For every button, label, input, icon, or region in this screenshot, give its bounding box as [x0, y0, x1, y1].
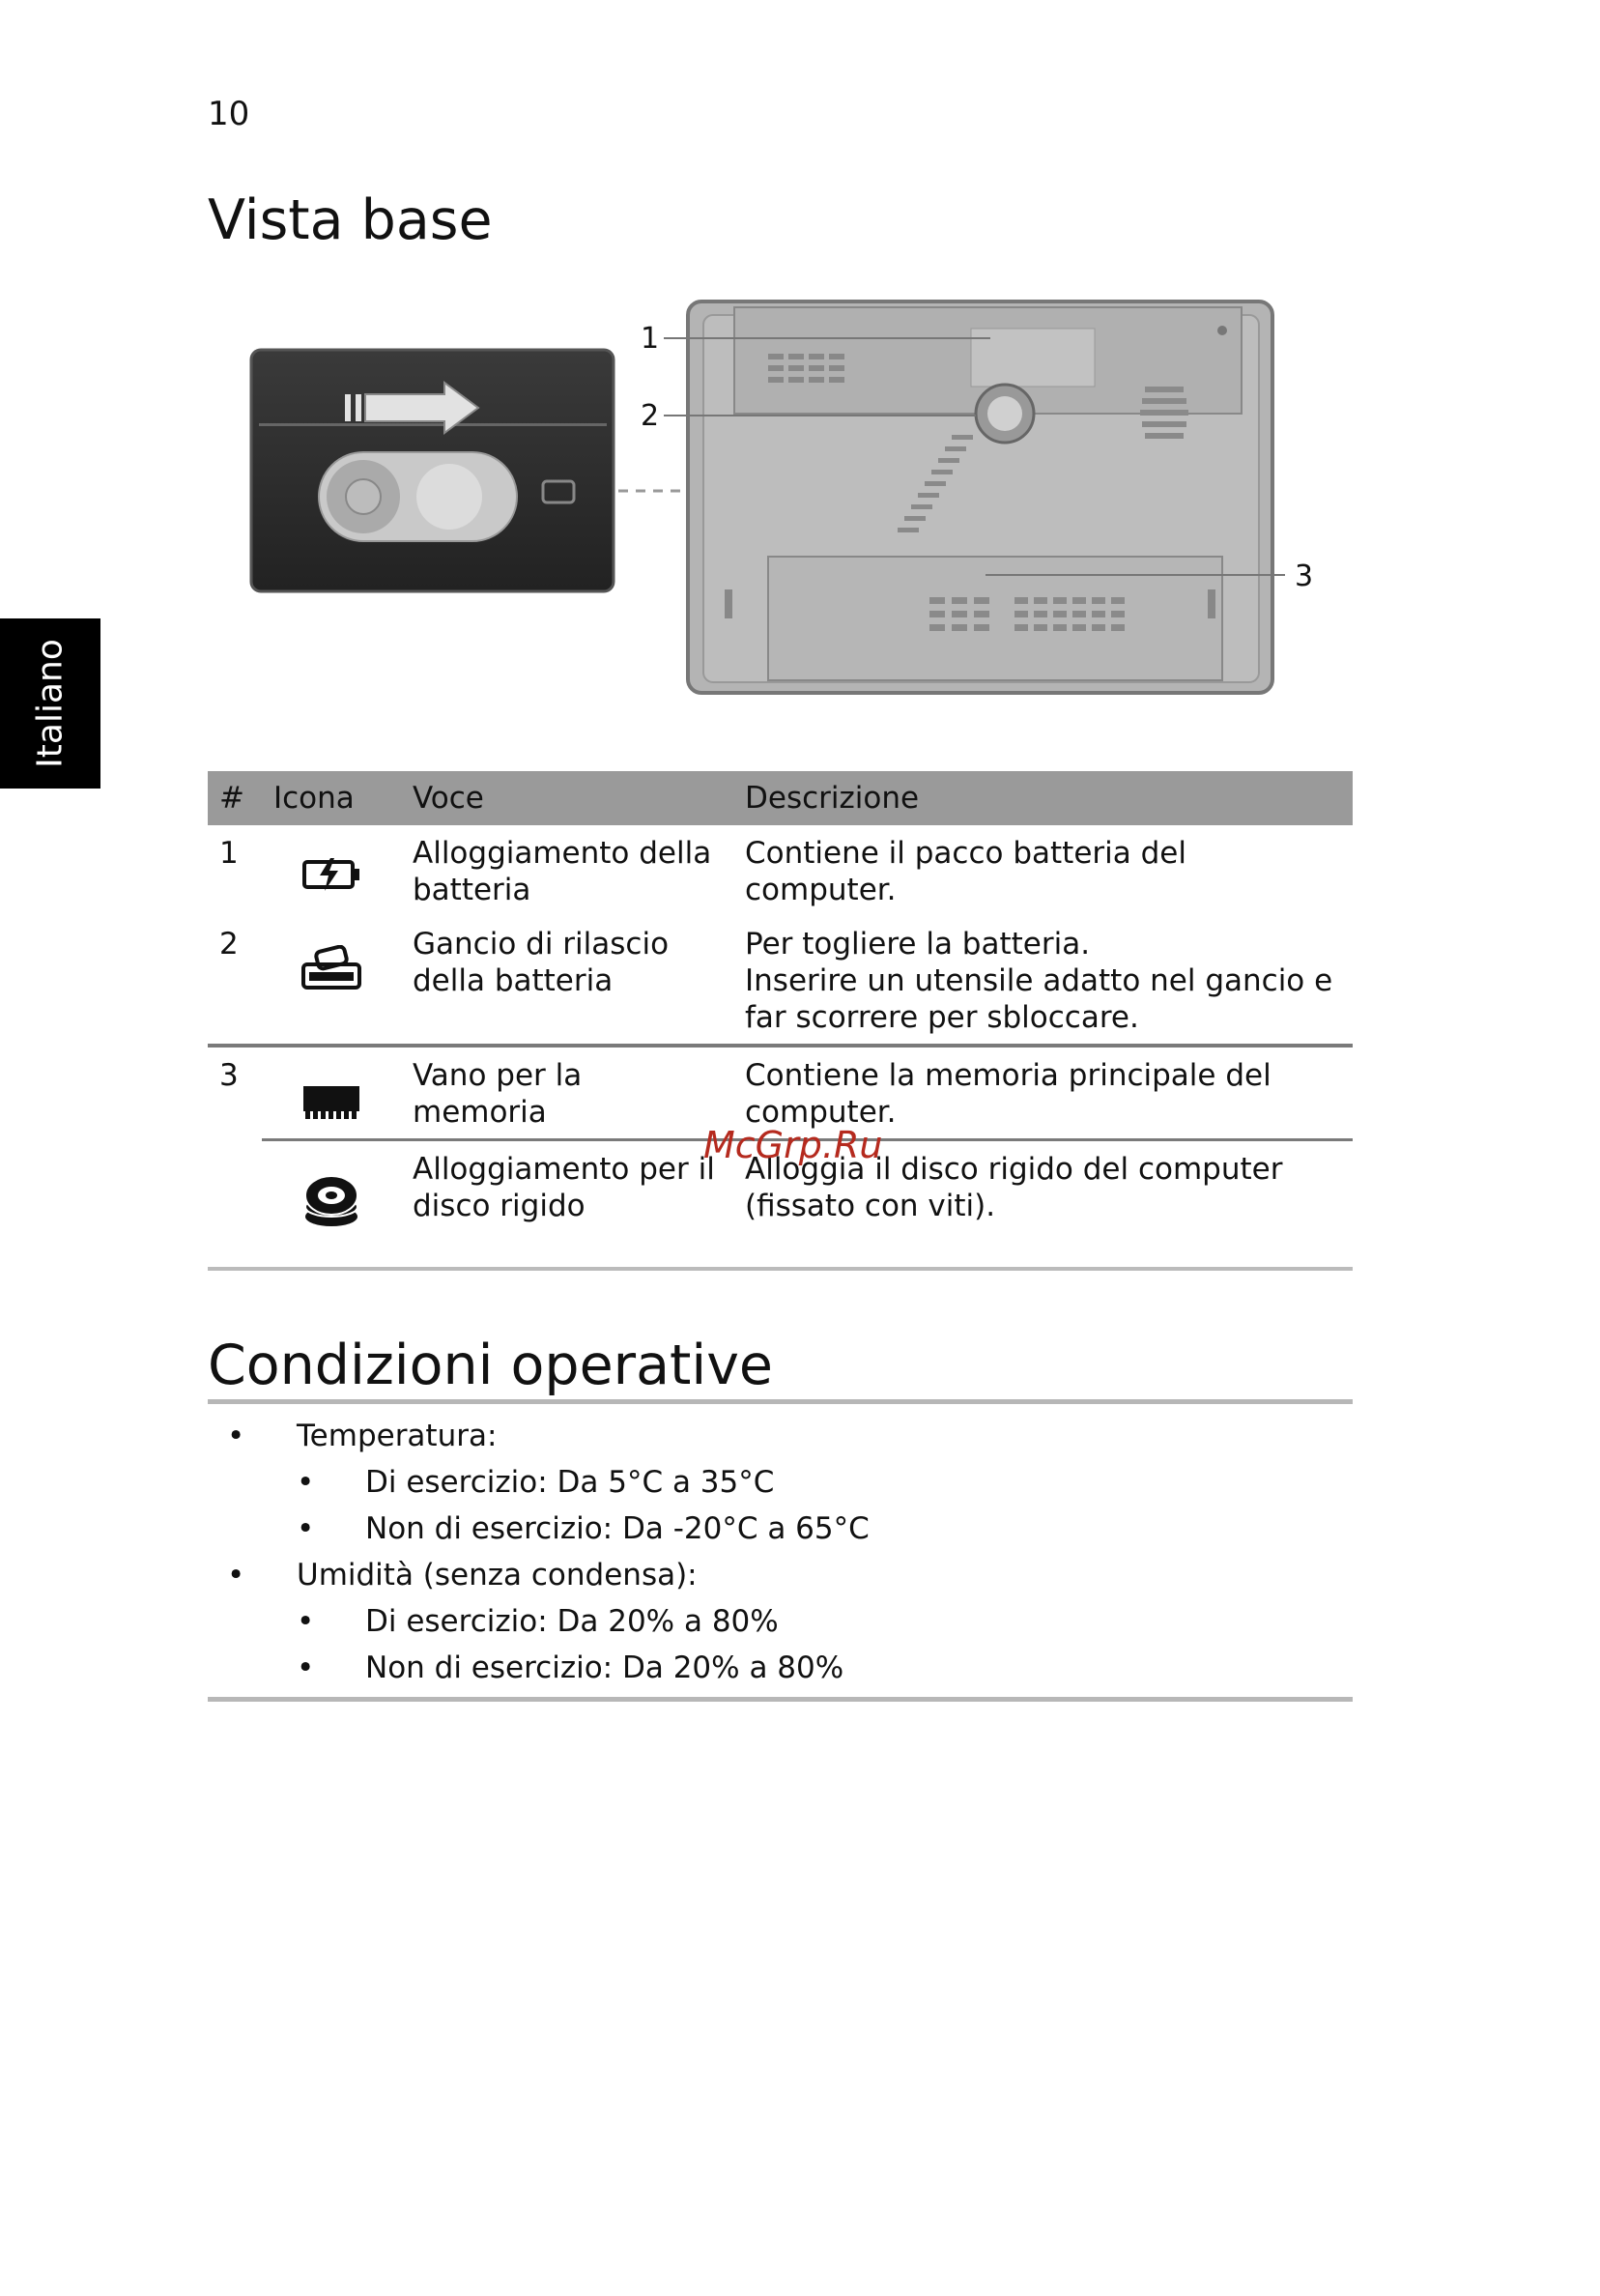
section-top-rule [208, 1399, 1353, 1404]
section-title-vista-base: Vista base [208, 188, 493, 252]
table-bottom-rule [208, 1267, 1353, 1271]
bullet: • [297, 1650, 315, 1685]
hard-disk-icon [301, 1170, 361, 1230]
header-num: # [208, 771, 262, 825]
row-voce: Vano per la memoria [401, 1046, 733, 1140]
bullet: • [297, 1465, 315, 1500]
row-desc: Contiene la memoria principale del computer. [745, 1058, 1271, 1130]
callout-2: 2 [641, 399, 660, 433]
row-desc: Per togliere la batteria. [745, 927, 1091, 961]
row-number: 3 [208, 1046, 262, 1140]
header-descrizione: Descrizione [733, 771, 1353, 825]
watermark: McGrp.Ru [703, 1124, 883, 1166]
callout-1: 1 [641, 322, 660, 356]
row-desc: Contiene il pacco batteria del computer. [745, 836, 1186, 907]
language-tab [0, 618, 100, 789]
bullet: • [227, 1419, 245, 1453]
table-row [208, 825, 1353, 916]
bullet: • [227, 1558, 245, 1593]
row-voce: Gancio di rilascio della batteria [413, 927, 670, 998]
battery-icon [301, 854, 361, 893]
callout-3: 3 [1295, 560, 1314, 593]
row-number [208, 1140, 262, 1248]
components-table [208, 771, 1353, 1247]
bullet: • [297, 1604, 315, 1639]
row-voce: Alloggiamento per il disco rigido [401, 1140, 733, 1248]
page-number: 10 [208, 95, 250, 133]
row-voce: Alloggiamento della batteria [413, 836, 712, 907]
row-desc: Inserire un utensile adatto nel gancio e far scorrere per sbloccare. [745, 963, 1333, 1035]
bullet: • [297, 1511, 315, 1546]
table-row [208, 916, 1353, 1046]
laptop-bottom-view-image [242, 290, 1333, 705]
row-number: 1 [219, 836, 239, 871]
row-number: 2 [219, 927, 239, 961]
memory-icon [301, 1076, 361, 1121]
header-icon: Icona [262, 771, 401, 825]
battery-release-latch-icon [300, 945, 363, 991]
section-title-condizioni-operative: Condizioni operative [208, 1334, 774, 1397]
table-header-row [208, 771, 1353, 825]
row-desc: Alloggia il disco rigido del computer (fissato con viti). [745, 1152, 1283, 1223]
laptop-base-illustration [242, 290, 1333, 705]
header-voce: Voce [401, 771, 733, 825]
section-bottom-rule [208, 1697, 1353, 1702]
language-tab-label: Italiano [30, 639, 71, 768]
